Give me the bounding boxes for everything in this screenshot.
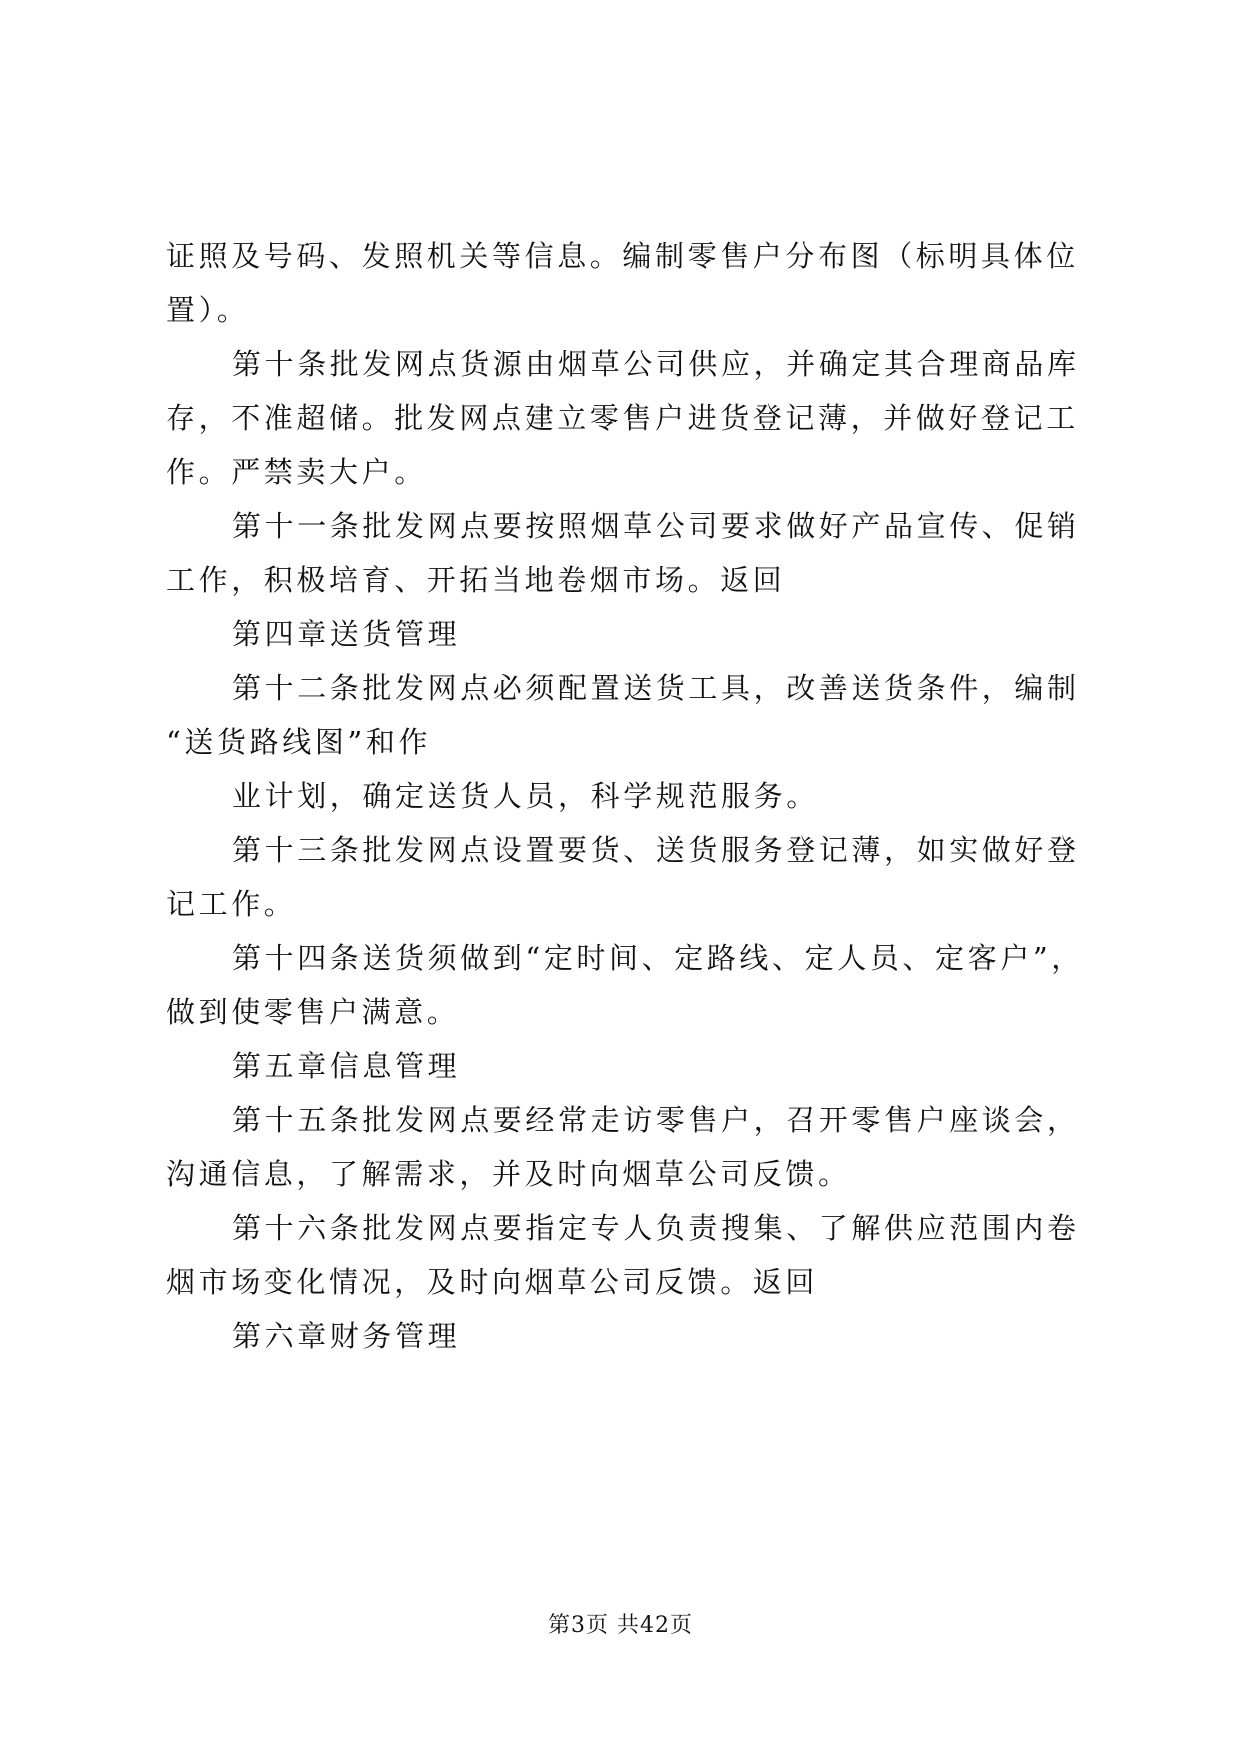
- paragraph-line: 存，不准超储。批发网点建立零售户进货登记薄，并做好登记工: [166, 401, 1079, 435]
- paragraph-line-first: 第十一条批发网点要按照烟草公司要求做好产品宣传、促销: [232, 509, 1080, 543]
- paragraph-line-first: 第十五条批发网点要经常走访零售户，召开零售户座谈会，: [232, 1103, 1080, 1137]
- document-body: [166, 229, 1086, 1363]
- paragraph-line: 置）。: [166, 293, 250, 327]
- page-footer: 第3页 共42页: [548, 1613, 693, 1638]
- paragraph-line: 做到使零售户满意。: [166, 995, 460, 1029]
- paragraph-line: 记工作。: [166, 887, 297, 921]
- paragraph-line-first: 第六章财务管理: [232, 1319, 461, 1353]
- paragraph-line: “送货路线图”和作: [166, 725, 432, 759]
- paragraph-line-first: 第十条批发网点货源由烟草公司供应，并确定其合理商品库: [232, 347, 1080, 381]
- paragraph-line: 烟市场变化情况，及时向烟草公司反馈。返回: [166, 1265, 819, 1299]
- paragraph-line-first: 第十六条批发网点要指定专人负责搜集、了解供应范围内卷: [232, 1211, 1080, 1245]
- paragraph-line-first: 第四章送货管理: [232, 617, 461, 651]
- paragraph-line: 作。严禁卖大户。: [166, 455, 427, 489]
- paragraph-line: 沟通信息，了解需求，并及时向烟草公司反馈。: [166, 1157, 851, 1191]
- paragraph-line-first: 第五章信息管理: [232, 1049, 461, 1083]
- paragraph-line-first: 第十三条批发网点设置要货、送货服务登记薄，如实做好登: [232, 833, 1080, 867]
- paragraph-line: 工作，积极培育、开拓当地卷烟市场。返回: [166, 563, 786, 597]
- paragraph-line-first: 第十二条批发网点必须配置送货工具，改善送货条件，编制: [232, 671, 1080, 705]
- paragraph-line-first: 业计划，确定送货人员，科学规范服务。: [232, 779, 819, 813]
- paragraph-line-first: 证照及号码、发照机关等信息。编制零售户分布图（标明具体位: [166, 239, 1079, 273]
- paragraph-line-first: 第十四条送货须做到“定时间、定路线、定人员、定客户”，: [232, 941, 1084, 975]
